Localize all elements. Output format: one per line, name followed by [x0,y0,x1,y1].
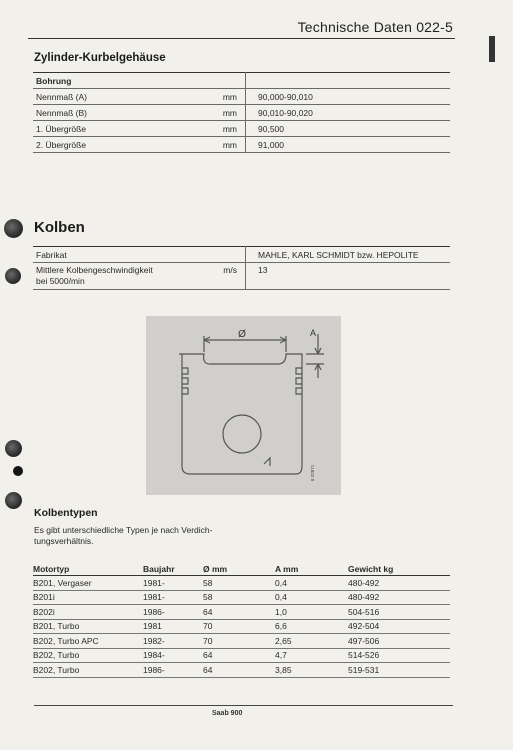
column-header: A mm [275,562,348,576]
column-header: Gewicht kg [348,562,450,576]
table-header-bohrung: Bohrung [33,73,181,89]
table-row [33,263,450,290]
row-label: 2. Übergröße [33,137,181,153]
fabrikat-value: MAHLE, KARL SCHMIDT bzw. HEPOLITE [246,247,451,263]
section-title-zylinder: Zylinder-Kurbelgehäuse [34,52,166,64]
table-row: B202i 1986- 64 1,0 504-516 [33,605,450,620]
table-row [33,137,450,153]
a-label: A [310,328,317,338]
row-label: Nennmaß (A) [33,89,181,105]
fabrikat-label: Fabrikat [33,247,181,263]
kolbentypen-table [33,562,450,678]
binder-hole [5,440,22,457]
kolbentypen-intro: Es gibt unterschiedliche Typen je nach Verdich- tungsverhältnis. [34,525,213,546]
piston-outline [179,354,302,474]
table-row [33,105,450,121]
pin-bore [223,415,261,453]
table-row: B201i 1981- 58 0,4 480-492 [33,590,450,605]
row-label: Nennmaß (B) [33,105,181,121]
bohrung-table [33,72,450,153]
table-row: B202, Turbo APC 1982- 70 2,65 497-506 [33,634,450,649]
speed-value: 13 [246,263,451,290]
binder-hole [5,492,22,509]
ring-grooves-left [182,368,188,394]
table-row: B202, Turbo 1984- 64 4,7 514-526 [33,648,450,663]
binder-hole [5,268,21,284]
table-row [33,121,450,137]
binder-dot [13,466,23,476]
page-edge-marker [489,36,495,62]
table-row [33,89,450,105]
header-rule [28,38,455,39]
footer-text: Saab 900 [212,710,243,717]
binder-hole [4,219,23,238]
row-label: 1. Übergröße [33,121,181,137]
speed-unit: m/s [181,263,246,290]
row-unit: mm [181,105,246,121]
table-row: B202, Turbo 1986- 64 3,85 519-531 [33,663,450,678]
section-title-kolben: Kolben [34,219,85,236]
ring-grooves-right [296,368,302,394]
figure-ref-code: 8 32871 [310,464,315,481]
table-row [33,247,450,263]
a-dimension-lines [306,334,324,378]
section-title-kolbentypen: Kolbentypen [34,507,98,519]
row-unit: mm [181,121,246,137]
table-row: B201, Vergaser 1981- 58 0,4 480-492 [33,576,450,591]
row-unit: mm [181,89,246,105]
column-header: Ø mm [203,562,275,576]
row-value: 90,010-90,020 [246,105,451,121]
speed-label: Mittlere Kolbengeschwindigkeit bei 5000/min [33,263,181,290]
kolben-table [33,246,450,290]
table-row [33,73,450,89]
row-value: 90,500 [246,121,451,137]
row-value: 91,000 [246,137,451,153]
piston-diagram [146,316,341,495]
row-value: 90,000-90,010 [246,89,451,105]
diameter-label: Ø [238,329,246,340]
column-header: Baujahr [143,562,203,576]
table-header-row [33,562,450,576]
column-header: Motortyp [33,562,143,576]
table-row: B201, Turbo 1981 70 6,6 492-504 [33,619,450,634]
row-unit: mm [181,137,246,153]
page-header-title: Technische Daten 022-5 [297,19,453,35]
footer-rule [34,705,453,706]
